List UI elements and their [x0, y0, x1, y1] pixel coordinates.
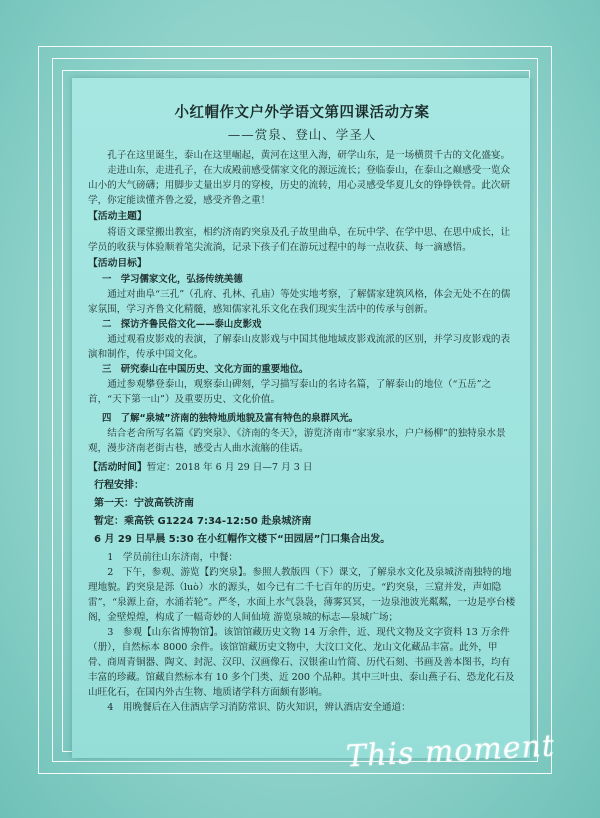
intro-paragraph-1: 孔子在这里诞生，泰山在这里崛起，黄河在这里入海，研学山东，是一场横贯千古的文化盛宴。 [107, 150, 511, 161]
goal-4-title: 四 了解“泉城”济南的独特地质地貌及富有特色的泉群风光。 [102, 413, 359, 424]
document-content [88, 106, 516, 715]
day1-title: 第一天：宁波高铁济南 [94, 498, 194, 509]
time-heading: 【活动时间】 [88, 462, 147, 473]
document-title: 小红帽作文户外学语文第四课活动方案 [174, 105, 430, 121]
schedule-item-2: 2 下午，参观、游览【趵突泉】。参照人教版四（下）课文，了解泉水文化及泉城济南独特的地理地貌。趵突泉是泺（luò）水的源头，如今已有二千七百年的历史。“趵突泉，三窟并发，声如隐雷”，“泉源上奋，水涌若轮”。严冬，水面上水气袅袅，薄雾冥冥，一边泉池波光粼粼，一边是亭台楼阁，金壁煌煌，构成了一幅奇妙的人间仙境 游览泉城的标志—泉城广场； [88, 567, 516, 623]
goal-2-text: 通过观看皮影戏的表演，了解泰山皮影戏与中国其他地域皮影戏流派的区别，并学习皮影戏的表演和制作，传承中国文化。 [88, 334, 511, 360]
schedule-item-4: 4 用晚餐后在入住酒店学习消防常识、防火知识，辨认酒店安全通道： [107, 702, 411, 713]
intro-paragraph-2: 走进山东，走进孔子，在大成殿前感受儒家文化的源远流长；登临泰山，在泰山之巅感受一览众山小的大气磅礴；用脚步丈量出岁月的穿梭，历史的流转，用心灵感受华夏儿女的铮铮铁骨。此次研学，你定能读懂齐鲁之爱，感受齐鲁之重！ [88, 165, 511, 206]
meet-line: 6 月 29 日早晨 5:30 在小红帽作文楼下“田园居”门口集合出发。 [94, 534, 391, 545]
goal-1-text: 通过对曲阜“三孔”（孔府、孔林、孔庙）等处实地考察，了解儒家建筑风格，体会无处不在的儒家氛围，学习齐鲁文化精髓，感知儒家礼乐文化在我们现实生活中的传承与创新。 [88, 289, 511, 315]
theme-heading: 【活动主题】 [88, 211, 147, 222]
goal-1-title: 一 学习儒家文化，弘扬传统美德 [102, 274, 243, 285]
schedule-heading: 行程安排： [94, 480, 144, 491]
train-line: 暂定：乘高铁 G1224 7:34-12:50 赴泉城济南 [94, 516, 312, 527]
time-line [88, 460, 516, 475]
watermark-text: This moment [345, 728, 556, 775]
schedule-item-3: 3 参观【山东省博物馆】。该馆馆藏历史文物 14 万余件，近、现代文物及文字资料 13 万余件（册），自然标本 8000 余件。该馆馆藏历史文物中，大汶口文化、龙山文化藏品丰富。此外，甲骨、商周青铜器、陶文、封泥、汉印、汉画像石、汉银雀山竹简、历代石刻、书画及善本图书，均有丰富的珍藏。馆藏自然标本有 10 多个门类、近 200 个品种。其中三叶虫、泰山燕子石、恐龙化石及山旺化石，在国内外古生物、地质诸学科方面颇有影响。 [88, 627, 515, 698]
goals-heading: 【活动目标】 [88, 258, 147, 269]
document-page [72, 78, 530, 758]
goal-3-title: 三 研究泰山在中国历史、文化方面的重要地位。 [102, 364, 309, 375]
document-subtitle: ——赏泉、登山、学圣人 [227, 127, 377, 142]
theme-text: 将语文课堂搬出教室，相约济南趵突泉及孔子故里曲阜，在玩中学、在学中思、在思中成长，让学员的收获与体验顺着笔尖流淌，记录下孩子们在游玩过程中的每一点收获、每一滴感悟。 [88, 227, 511, 253]
schedule-item-1: 1 学员前往山东济南，中餐： [107, 552, 239, 563]
goal-3-text: 通过参观攀登泰山，观察泰山碑刻，学习描写泰山的名诗名篇，了解泰山的地位（“五岳”之首，“天下第一山”）及重要历史、文化价值。 [88, 379, 492, 405]
goal-4-text: 结合老舍所写名篇《趵突泉》、《济南的冬天》，游览济南市“家家泉水，户户杨柳”的独特泉水景观，漫步济南老街古巷，感受古人曲水流觞的佳话。 [88, 428, 506, 454]
goal-2-title: 二 探访齐鲁民俗文化——泰山皮影戏 [102, 319, 262, 330]
time-text: 暂定：2018 年 6 月 29 日—7 月 3 日 [146, 462, 313, 473]
